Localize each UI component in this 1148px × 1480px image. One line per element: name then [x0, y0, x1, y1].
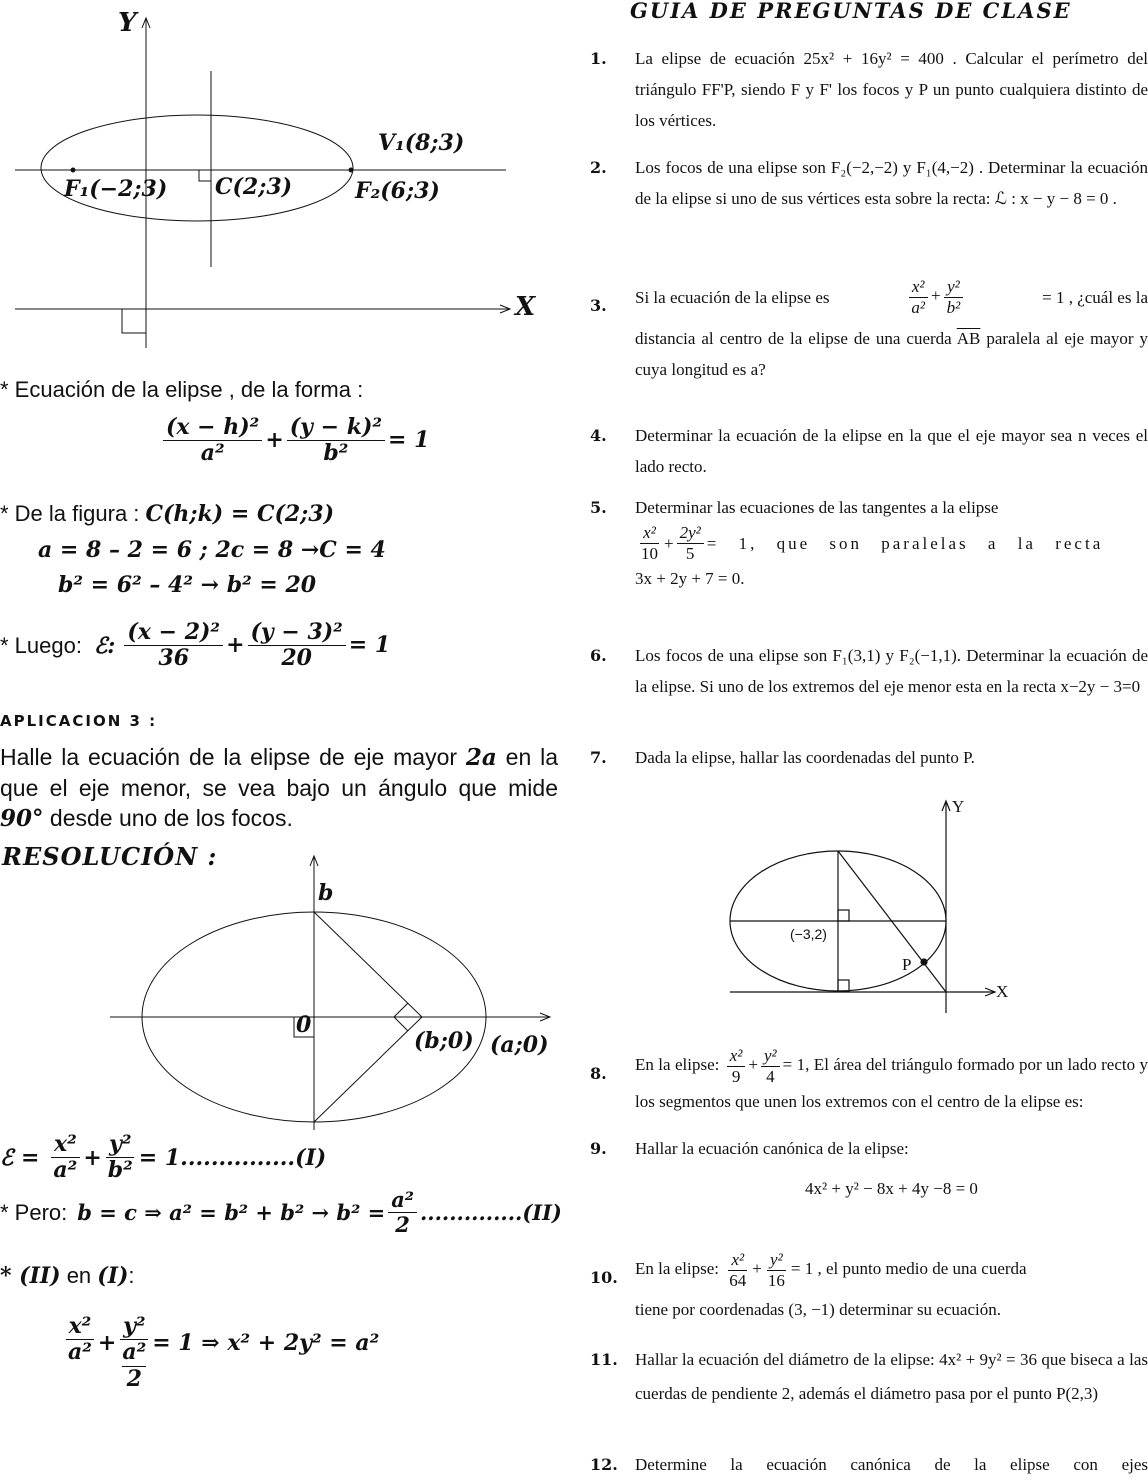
question-number: 11.	[590, 1350, 618, 1369]
denominator: b²	[107, 1157, 133, 1184]
question-10	[590, 1250, 1148, 1325]
focus-label: (b;0)	[414, 1028, 474, 1054]
question-text: En la elipse: $\frac{\text{x²}}{9}$ + $\frac{\text{y²}}{4}$ = 1, El área del triángulo formado por un lado recto y los segmentos que unen los extremos con el centro de la elipse es:	[635, 1046, 1148, 1112]
text: = 1, El área del triángulo formado por un lado recto y los segmentos que unen los extremos con el centro de la elipse es:	[635, 1054, 1148, 1112]
application-text	[0, 742, 558, 834]
equation: 4x² + y² − 8x + 4y −8 = 0	[805, 1179, 978, 1198]
numerator: x²	[66, 1314, 95, 1340]
numerator: y²	[120, 1314, 148, 1340]
question-2	[590, 152, 1148, 214]
text: = 1 , ¿cuál es la	[1042, 287, 1148, 307]
numerator: y²	[944, 277, 963, 298]
plus: +	[83, 1144, 102, 1171]
question-text: Los focos de una elipse son F₁(3,1) y F₂(−1,1). Determinar la ecuación de la elipse. Si uno de los extremos del eje menor esta en la recta x−2y − 3=0	[635, 646, 1148, 696]
numerator: x²	[909, 277, 928, 298]
text: desde uno de los focos.	[43, 805, 293, 831]
nested-numerator: a²	[122, 1339, 147, 1366]
plus: +	[265, 426, 284, 453]
question-text: Determine la ecuación canónica de la elipse con ejes	[635, 1455, 1148, 1474]
question-11	[590, 1343, 1148, 1411]
text: en la que el eje menor, se vea bajo un ángulo que mide	[0, 744, 559, 801]
step-1: a = 8 – 2 = 6 ; 2c = 8 →C = 4	[38, 537, 386, 563]
question-4	[590, 420, 1148, 482]
numerator: y²	[106, 1132, 134, 1158]
denominator: a²	[53, 1157, 78, 1184]
question-text: Dada la elipse, hallar las coordenadas del punto P.	[635, 748, 975, 767]
question-text: Los focos de una elipse son F₂(−2,−2) y F₁(4,−2) . Determinar la ecuación de la elipse si uno de sus vértices esta sobre la recta: ℒ : x − y − 8 = 0 .	[635, 158, 1148, 208]
denominator: b²	[946, 297, 961, 317]
application-title: APLICACION 3 :	[0, 712, 158, 730]
question-number: 5.	[590, 498, 607, 517]
plus: +	[97, 1330, 117, 1356]
pero-label: * Pero:	[0, 1199, 68, 1225]
denominator: 20	[281, 645, 312, 672]
text: tiene por coordenadas (3, −1) determinar su ecuación.	[635, 1300, 1001, 1320]
question-9	[590, 1133, 1148, 1204]
focus-point	[71, 168, 75, 172]
question-5	[590, 492, 1148, 594]
denominator: 36	[158, 645, 190, 672]
question-7	[590, 742, 1148, 773]
pero-tail: ..............(II)	[420, 1200, 562, 1226]
rhs: = 1	[388, 426, 430, 453]
text: paralela al eje mayor y cuya longitud es a?	[635, 329, 1148, 380]
y-axis-label: Y	[118, 8, 137, 38]
fig-p-label: P	[902, 955, 912, 974]
numerator: (x − 2)²	[124, 620, 223, 646]
ref: * (II)	[0, 1263, 61, 1289]
final-equation	[62, 1310, 379, 1392]
denominator: a²	[200, 440, 225, 467]
text: = 1, que son paralelas a la recta	[706, 533, 1104, 553]
denominator: a²	[911, 297, 925, 317]
right-angle-mark	[838, 980, 849, 991]
step-2: b² = 6² – 4² → b² = 20	[58, 572, 317, 598]
question-number: 4.	[590, 426, 607, 445]
text: En la elipse:	[635, 1258, 720, 1278]
numerator: x²	[640, 523, 659, 544]
fig-center-label: (−3,2)	[790, 926, 827, 942]
figure-ellipse-right-angle	[0, 850, 560, 1140]
text: en	[60, 1263, 98, 1288]
denominator: 9	[731, 1066, 741, 1086]
b-label: b	[318, 880, 334, 906]
from-figure-value: C(h;k) = C(2;3)	[145, 501, 335, 527]
numerator: x²	[728, 1250, 747, 1271]
ref: (I)	[97, 1263, 129, 1289]
numerator: x²	[727, 1046, 746, 1067]
text: Si la ecuación de la elipse es	[635, 287, 830, 307]
pero-equation: b = c ⇒ a² = b² + b² → b² =	[77, 1200, 386, 1226]
question-8	[590, 1046, 1148, 1117]
numerator: (x − h)²	[163, 415, 262, 441]
nested-denominator: 2	[126, 1365, 142, 1392]
denominator: a²	[68, 1339, 92, 1366]
fig-y-label: Y	[952, 797, 965, 816]
right-angle-mark	[122, 309, 146, 333]
numerator: y²	[761, 1046, 780, 1067]
emphasis: 90°	[0, 805, 44, 832]
rhs: = 1...............(I)	[138, 1144, 327, 1171]
question-text: Determinar la ecuación de la elipse en la que el eje mayor sea n veces el lado recto.	[635, 426, 1148, 476]
lhs: ℰ =	[0, 1144, 40, 1171]
denominator: 4	[766, 1066, 775, 1086]
focus-point	[349, 168, 353, 172]
right-angle-mark	[199, 170, 211, 181]
text: Determinar las ecuaciones de las tangentes a la elipse	[635, 498, 999, 517]
text: = 1 , el punto medio de una cuerda	[790, 1258, 1027, 1278]
question-6	[590, 640, 1148, 702]
focus1-label: F₁(−2;3)	[64, 176, 168, 202]
denominator: 2	[395, 1212, 410, 1238]
figure-question-7	[720, 795, 1020, 1025]
denominator: 64	[729, 1270, 747, 1290]
denominator: 5	[685, 543, 695, 563]
question-3	[590, 277, 1148, 385]
ellipse-symbol: ℰ:	[93, 632, 116, 659]
question-number: 1.	[590, 49, 607, 68]
question-text: Si la ecuación de la elipse es $\frac{\text{x²}}{\text{a²}}$ + $\frac{\text{y²}}{\text{b²}}$ = 1 , ¿cuál es la distancia al centro de la elipse de una cuerda $\overline{AB}$ paralela al eje mayor y cuya longitud es a?	[635, 277, 1148, 380]
question-text: Hallar la ecuación del diámetro de la elipse: 4x² + 9y² = 36 que biseca a las cuerdas de pendiente 2, además el diámetro pasa por el punto P(2,3)	[635, 1350, 1148, 1403]
luego-equation	[121, 620, 390, 672]
from-figure-label: * De la figura :	[0, 501, 146, 526]
vertex-label: V₁(8;3)	[378, 130, 465, 156]
denominator: 16	[767, 1270, 785, 1290]
question-number: 8.	[590, 1064, 607, 1083]
text: En la elipse:	[635, 1054, 720, 1074]
luego-label: * Luego:	[0, 632, 82, 658]
right-angle-mark	[838, 910, 849, 921]
fig-x-label: X	[996, 982, 1009, 1001]
question-number: 2.	[590, 158, 607, 177]
question-number: 3.	[590, 296, 607, 315]
substitution-line	[0, 1263, 135, 1289]
question-12	[590, 1449, 1148, 1480]
question-1	[590, 43, 1148, 136]
denominator: b²	[323, 440, 349, 467]
plus: +	[226, 631, 245, 658]
focus2-label: F₂(6;3)	[355, 178, 440, 204]
resolution-heading: RESOLUCIÓN :	[2, 842, 218, 871]
from-figure-line	[0, 501, 334, 527]
emphasis: 2a	[465, 744, 497, 771]
equation-I	[0, 1132, 326, 1184]
question-text: Determinar las ecuaciones de las tangentes a la elipse $\frac{\text{x²}}{10}$ + $\frac{\text{2y²}}{5}$ = 1, que son paralelas a la recta 3x + 2y + 7 = 0.	[635, 492, 1148, 594]
text: :	[128, 1263, 135, 1288]
rhs: = 1	[348, 631, 391, 658]
general-equation	[160, 415, 429, 467]
chord-label: $\overline{AB}$	[956, 329, 981, 349]
rhs: = 1 ⇒ x² + 2y² = a²	[152, 1330, 380, 1356]
question-text: La elipse de ecuación 25x² + 16y² = 400 . Calcular el perímetro del triángulo FF'P, siendo F y F' los focos y P un punto cualquiera distinto de los vértices.	[635, 49, 1148, 130]
equation-intro: * Ecuación de la elipse , de la forma :	[0, 377, 364, 402]
equation-II	[0, 1188, 562, 1237]
question-number: 9.	[590, 1139, 607, 1158]
x-axis-label: X	[515, 292, 536, 322]
numerator: (y − 3)²	[248, 620, 346, 646]
question-number: 6.	[590, 646, 607, 665]
question-text: En la elipse: $\frac{\text{x²}}{64}$ + $\frac{\text{y²}}{16}$ = 1 , el punto medio de una cuerda tiene por coordenadas (3, −1) determinar su ecuación.	[635, 1250, 1148, 1325]
numerator: a²	[388, 1188, 417, 1213]
numerator: (y − k)²	[287, 415, 385, 441]
luego-line	[0, 620, 390, 672]
ellipse-curve	[41, 115, 353, 221]
origin-label: 0	[296, 1012, 312, 1038]
guide-title: GUIA DE PREGUNTAS DE CLASE	[630, 0, 1072, 23]
vertex-label: (a;0)	[490, 1032, 549, 1058]
text: 3x + 2y + 7 = 0.	[635, 569, 745, 589]
text: Halle la ecuación de la elipse de eje mayor	[0, 744, 466, 770]
question-number: 12.	[590, 1455, 618, 1474]
center-label: C(2;3)	[215, 174, 293, 200]
question-number: 7.	[590, 748, 607, 767]
numerator: 2y²	[677, 523, 704, 544]
question-number: 10.	[590, 1268, 618, 1287]
numerator: y²	[767, 1250, 786, 1271]
numerator: x²	[51, 1132, 80, 1158]
denominator: 10	[641, 543, 658, 563]
question-text: Hallar la ecuación canónica de la elipse:	[635, 1139, 909, 1158]
text: distancia al centro de la elipse de una cuerda	[635, 329, 957, 349]
point-p	[921, 959, 927, 965]
